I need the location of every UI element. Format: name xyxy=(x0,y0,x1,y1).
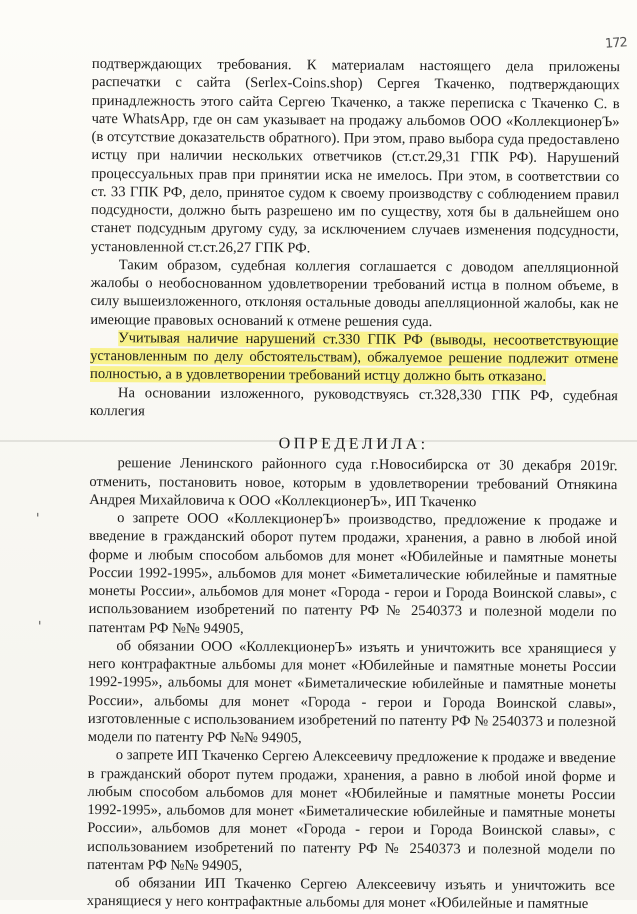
paragraph-claim-ban-company: о запрете ООО «КоллекционерЪ» производство, предложение к продаже и введение в гражданский оборот путем продажи, хранения, а равно в любой иной форме и любым способом альбомов для монет «Юбилейные и памятные монеты России 1992-1995», альбомов для монет «Биметалические юбилейные и памятные монеты России», альбомов для монет «Города - герои и Города Воинской славы», с использованием изобретений по патенту РФ № 2540373 и полезной модели по патентам РФ №№ 94905, xyxy=(88,510,618,637)
paragraph-evidence: подтверждающих требования. К материалам настоящего дела приложены распечатки с сайта (Serlex-Coins.shop) Сергея Ткаченко, подтверждающих принадлежность этого сайта Сергею Ткаченко, а также переписка с Ткаченко С. в чате WhatsApp, где он сам указывает на продажу альбомов ООО «КоллекционерЪ» (в отсутствие доказательств обратного). При этом, право выбора суда предоставлено истцу при наличии нескольких ответчиков (ст.ст.29,31 ГПК РФ). Нарушений процессуальных прав при принятии иска не имелось. При этом, в соответствии со ст. 33 ГПК РФ, дело, принятое судом к своему производству с соблюдением правил подсудности, должно быть разрешено им по существу, хотя бы в дальнейшем оно станет подсудным другому суду, за исключением случаев изменения подсудности, установленной ст.ст.26,27 ГПК РФ. xyxy=(90,55,620,256)
ruling-heading: ОПРЕДЕЛИЛА: xyxy=(278,435,429,454)
highlighted-text: Учитывая наличие нарушений ст.330 ГПК РФ (выводы, несоответствующие установленным по делу обстоятельствам), обжалуемое решение подлежит отмене полностью, а в удовлетворении требований истцу должно быть отказано. xyxy=(90,329,619,386)
document-body xyxy=(87,55,620,914)
margin-tick-mark: ˈ xyxy=(38,620,42,635)
paragraph-claim-ban-entrepreneur: о запрете ИП Ткаченко Сергею Алексеевичу предложение к продаже и введение в гражданский оборот путем продажи, хранения, а равно в любой иной форме и любым способом альбомов для монет «Юбилейные и памятные монеты России 1992-1995», альбомов для монет «Биметалические юбилейные и памятные монеты России», альбомов для монет «Города - герои и Города Воинской славы», с использованием изобретений по патенту РФ № 2540373 и полезной модели по патентам РФ №№ 94905, xyxy=(87,747,616,874)
paragraph-basis: На основании изложенного, руководствуясь ст.328,330 ГПК РФ, судебная коллегия xyxy=(89,384,618,420)
paragraph-conclusion: Таким образом, судебная коллегия соглашается с доводом апелляционной жалобы о необоснованном удовлетворении требований истца в полном объеме, в силу вышеизложенного, отклоняя остальные доводы апелляционной жалобы, как не имеющие правовых оснований к отмене решения суда. xyxy=(90,256,619,330)
paragraph-highlighted xyxy=(90,329,618,387)
paragraph-ruling: решение Ленинского районного суда г.Новосибирска от 30 декабря 2019г. отменить, постановить новое, которым в удовлетворении требований Отнякина Андрея Михайловича к ООО «КоллекционерЪ», ИП Ткаченко xyxy=(89,455,618,511)
paragraph-claim-destroy-entrepreneur: об обязании ИП Ткаченко Сергею Алексеевичу изъять и уничтожить все хранящиеся у него контрафактные альбомы для монет «Юбилейные и памятные xyxy=(86,875,615,913)
margin-tick-mark: ˈ xyxy=(36,512,40,527)
paragraph-claim-destroy-company: об обязании ООО «КоллекционерЪ» изъять и уничтожить все хранящиеся у него контрафактные альбомы для монет «Юбилейные и памятные монеты России 1992-1995», альбомы для монет «Биметалические юбилейные и памятные монеты России», альбомы для монет «Города - герои и Города Воинской славы», изготовленные с использованием изобретений по патенту РФ № 2540373 и полезной модели по патенту РФ №№ 94905, xyxy=(87,637,617,747)
page-number: 172 xyxy=(604,35,628,52)
